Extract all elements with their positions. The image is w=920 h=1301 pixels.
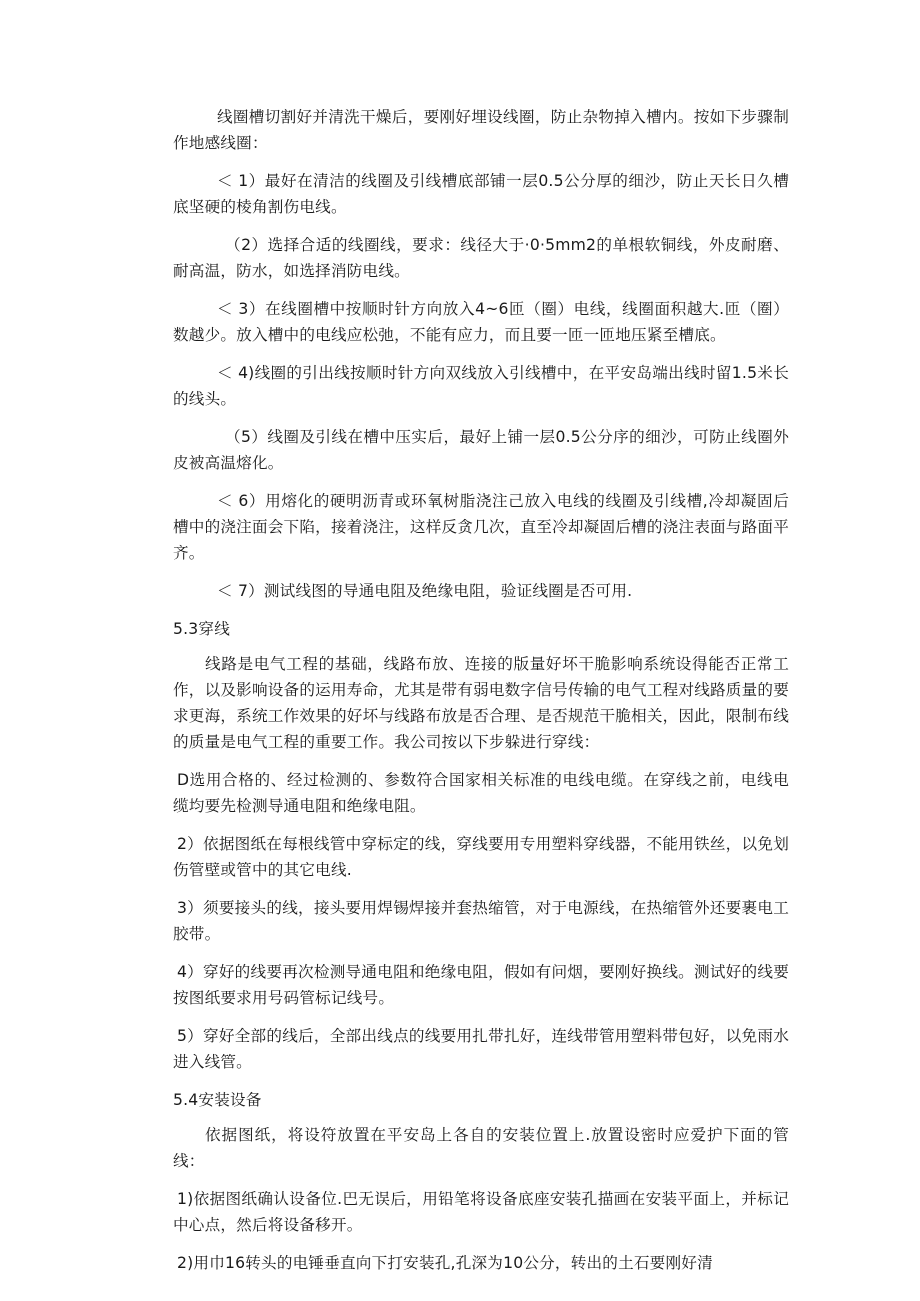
coil-step-6: ＜ 6）用熔化的硬明沥青或环氧树脂浇注己放入电线的线圈及引线槽,冷却凝固后槽中的浇注面会下陷，接着浇注，这样反贪几次，直至冷却凝固后槽的浇注表面与路面平齐。 <box>173 492 789 562</box>
coil-step-1: ＜ 1）最好在清洁的线圈及引线槽底部铺一层0.5公分厚的细沙，防止天长日久槽底坚硬的棱角割伤电线。 <box>173 172 789 216</box>
coil-step-3: ＜ 3）在线圈槽中按顺时针方向放入4~6匝（圈）电线，线圈面积越大.匝（圈）数越少。放入槽中的电线应松弛，不能有应力，而且要一匝一匝地压紧至槽底。 <box>173 300 789 344</box>
section-5-3-heading: 5.3穿线 <box>173 620 230 638</box>
wiring-step-1: D选用合格的、经过检测的、参数符合国家相关标准的电线电缆。在穿线之前，电线电缆均要先检测导通电阻和绝缘电阻。 <box>173 771 789 815</box>
coil-step-4: ＜ 4)线圈的引出线按顺时针方向双线放入引线槽中，在平安岛端出线时留1.5米长的线头。 <box>173 364 789 408</box>
coil-step-7: ＜ 7）测试线图的导通电阻及绝缘电阻，验证线圈是否可用. <box>217 582 633 600</box>
section-5-4-intro: 依据图纸，将设符放置在平安岛上各自的安装位置上.放置设密时应爱护下面的管线： <box>173 1126 789 1170</box>
wiring-step-2: 2）依据图纸在每根线管中穿标定的线，穿线要用专用塑料穿线器，不能用铁丝，以免划伤管壁或管中的其它电线. <box>173 835 789 879</box>
wiring-step-4: 4）穿好的线要再次检测导通电阻和绝缘电阻，假如有问烟，要刚好换线。测试好的线要按图纸要求用号码管标记线号。 <box>173 963 789 1007</box>
wiring-step-3: 3）须要接头的线，接头要用焊锡焊接并套热缩管，对于电源线，在热缩管外还要裹电工胶带。 <box>173 899 789 943</box>
section-5-3-intro: 线路是电气工程的基础，线路布放、连接的版量好坏干脆影响系统设得能否正常工作，以及影响设备的运用寿命，尤其是带有弱电数字信号传输的电气工程对线路质量的要求更海，系统工作效果的好坏与线路布放是否合理、是否规范干脆相关，因此，限制布线的质量是电气工程的重要工作。我公司按以下步躲进行穿线： <box>173 655 789 751</box>
install-step-1: 1)依据图纸确认设备位.巴无误后，用铅笔将设备底座安装孔描画在安装平面上，并标记中心点，然后将设备移开。 <box>173 1190 789 1234</box>
coil-step-2: （2）选择合适的线圈线，要求：线径大于·0·5mm2的单根软铜线，外皮耐磨、耐高温，防水，如选择消防电线。 <box>173 236 789 280</box>
coil-step-5: （5）线圈及引线在槽中压实后，最好上铺一层0.5公分序的细沙，可防止线圈外皮被高温熔化。 <box>173 428 789 472</box>
intro-paragraph: 线圈槽切割好并清洗干燥后，要刚好埋设线圈，防止杂物掉入槽内。按如下步骤制作地感线圈： <box>173 108 789 152</box>
wiring-step-5: 5）穿好全部的线后，全部出线点的线要用扎带扎好，连线带管用塑料带包好，以免雨水进入线管。 <box>173 1027 789 1071</box>
section-5-4-heading: 5.4安装设备 <box>173 1091 262 1109</box>
install-step-2: 2)用巾16转头的电锤垂直向下打安装孔,孔深为10公分，转出的土石要刚好清 <box>177 1254 713 1272</box>
document-body <box>173 104 789 1276</box>
